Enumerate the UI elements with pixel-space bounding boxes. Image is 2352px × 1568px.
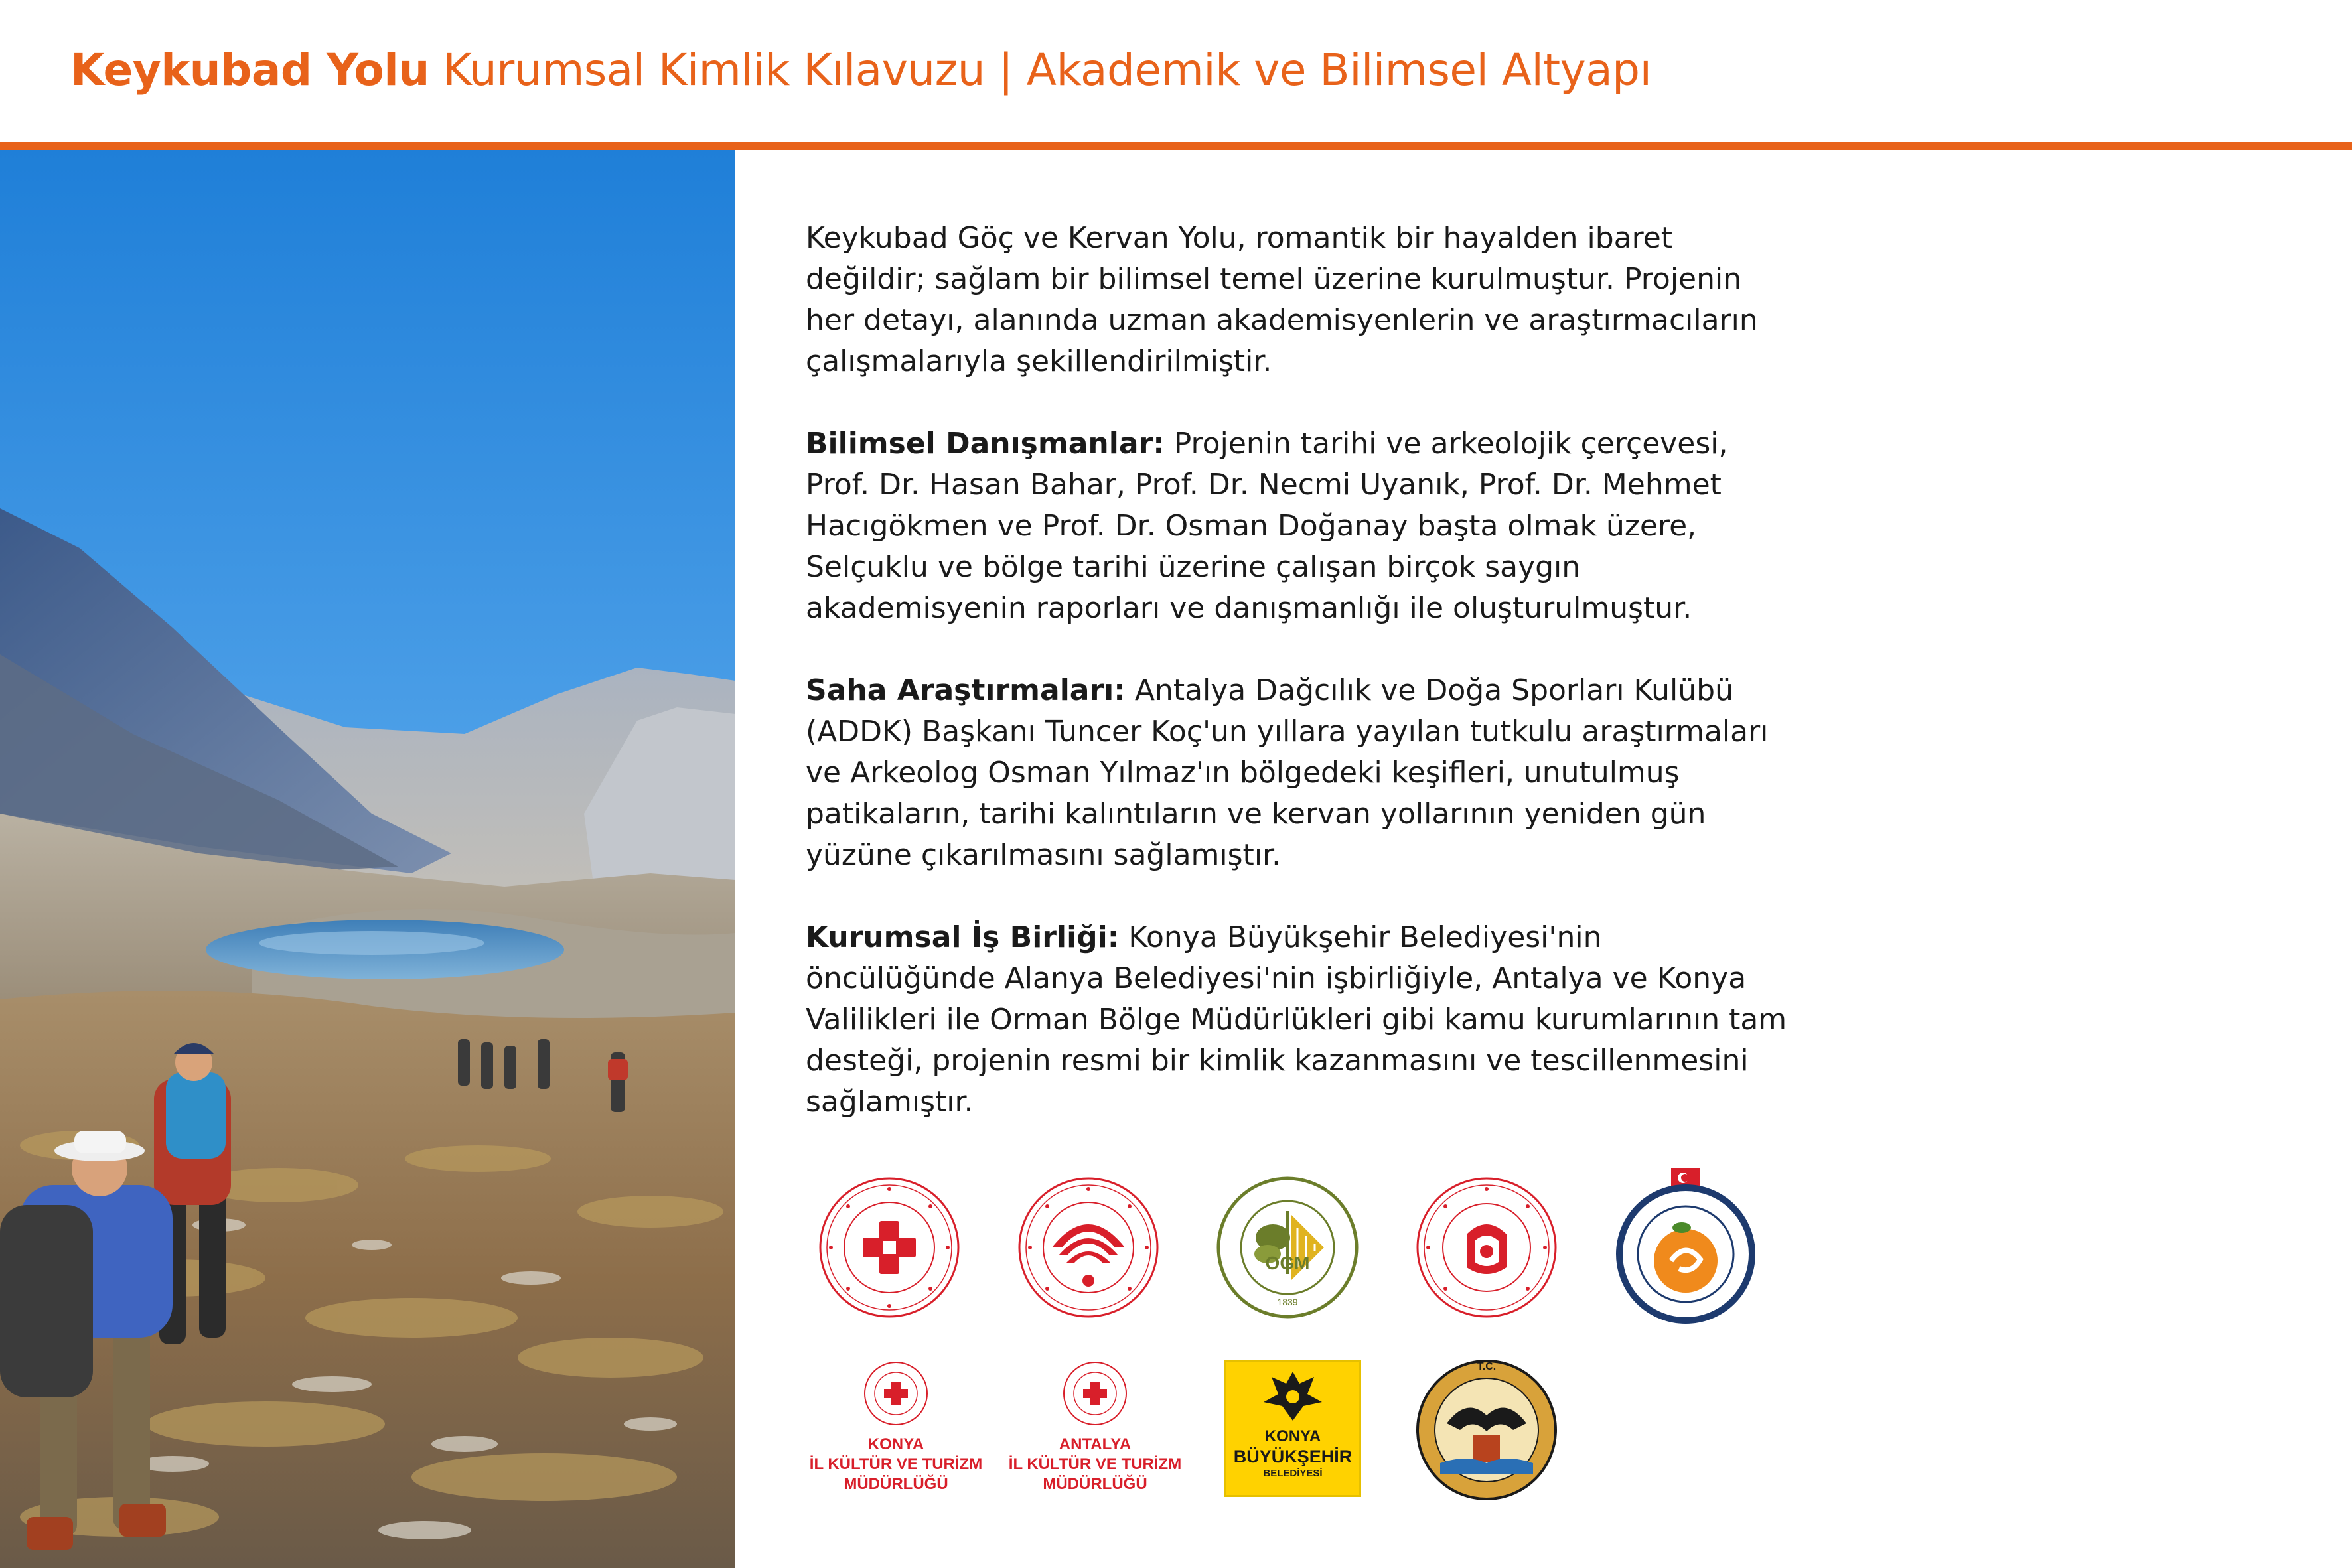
page-title	[70, 38, 1651, 102]
section-field-research	[806, 670, 1788, 876]
hiking-photo	[0, 150, 735, 1568]
section-label: Saha Araştırmaları:	[806, 674, 1126, 707]
logo-line: BELEDİYESİ	[1263, 1468, 1323, 1479]
logo-line: İL KÜLTÜR VE TURİZM	[809, 1455, 983, 1473]
ogm-center-text: OGM	[1265, 1253, 1310, 1273]
section-label: Kurumsal İş Birliği:	[806, 920, 1120, 954]
mountain-landscape-image	[0, 150, 735, 1568]
alanya-belediyesi-icon	[1414, 1357, 1560, 1503]
konya-buyuksehir-label	[1226, 1427, 1359, 1480]
ogm-year: 1839	[1277, 1297, 1298, 1307]
section-text: Antalya Dağcılık ve Doğa Sporları Kulübü (ADDK) Başkanı Tuncer Koç'un yıllara yayılan tutkulu araştırmaları ve Arkeolog Osman Yılmaz'ın bölgedeki keşifleri, unutulmuş patikaların, tarihi kalıntıların ve kervan yollarının yeniden gün yüzüne çıkarılmasını sağlamıştır.	[806, 674, 1769, 872]
antalya-il-kultur-turizm-label	[995, 1435, 1195, 1494]
antalya-il-kultur-turizm-logo	[995, 1360, 1195, 1513]
alanya-top-text: T.C.	[1477, 1361, 1497, 1372]
logo-line: MÜDÜRLÜĞÜ	[844, 1475, 948, 1493]
konya-buyuksehir-logo	[1224, 1360, 1361, 1497]
konya-buyuksehir-icon	[1261, 1368, 1325, 1425]
konya-il-kultur-turizm-icon	[863, 1360, 929, 1427]
section-institutional	[806, 917, 1788, 1123]
alanya-belediyesi-logo	[1414, 1357, 1560, 1503]
logo-line: KONYA	[867, 1435, 924, 1453]
konya-valiligi-seal-icon	[1414, 1175, 1560, 1320]
logo-line: İL KÜLTÜR VE TURİZM	[1008, 1455, 1182, 1473]
antalya-il-kultur-turizm-icon	[1062, 1360, 1128, 1427]
antalya-valiligi-seal-icon	[1613, 1168, 1759, 1327]
kultur-turizm-bakanligi-seal-icon	[816, 1175, 962, 1320]
logo-line: ANTALYA	[1059, 1435, 1132, 1453]
logo-line: KONYA	[1264, 1427, 1321, 1445]
orman-genel-mudurlugu-seal	[1214, 1175, 1360, 1320]
logo-line: MÜDÜRLÜĞÜ	[1043, 1475, 1147, 1493]
content-column	[806, 218, 1788, 1164]
section-text: Konya Büyükşehir Belediyesi'nin öncülüğünde Alanya Belediyesi'nin işbirliğiyle, Antalya ve Konya Valilikleri ile Orman Bölge Müdürlükleri gibi kamu kurumlarının tam desteği, projenin resmi bir kimlik kazanmasını ve tescillenmesini sağlamıştır.	[806, 920, 1787, 1119]
section-label: Bilimsel Danışmanlar:	[806, 427, 1165, 461]
tarim-orman-bakanligi-seal-icon	[1015, 1175, 1161, 1320]
konya-il-kultur-turizm-logo	[796, 1360, 995, 1513]
page-header	[0, 0, 2352, 143]
header-divider	[0, 142, 2352, 150]
brand-name: Keykubad Yolu	[70, 44, 429, 96]
title-rest: Kurumsal Kimlik Kılavuzu | Akademik ve Bilimsel Altyapı	[429, 44, 1652, 96]
section-text: Projenin tarihi ve arkeolojik çerçevesi, Prof. Dr. Hasan Bahar, Prof. Dr. Necmi Uyanık, Prof. Dr. Mehmet Hacıgökmen ve Prof. Dr. Osman Doğanay başta olmak üzere, Selçuklu ve bölge tarihi üzerine çalışan birçok saygın akademisyenin raporları ve danışmanlığı ile oluşturulmuştur.	[806, 427, 1728, 625]
intro-paragraph: Keykubad Göç ve Kervan Yolu, romantik bir hayalden ibaret değildir; sağlam bir bilimsel temel üzerine kurulmuştur. Projenin her detayı, alanında uzman akademisyenlerin ve araştırmacıların çalışmalarıyla şekillendirilmiştir.	[806, 221, 1758, 378]
section-advisors	[806, 423, 1788, 629]
partner-logos	[796, 1168, 1792, 1513]
logo-line: BÜYÜKŞEHİR	[1233, 1447, 1353, 1466]
konya-il-kultur-turizm-label	[796, 1435, 995, 1494]
